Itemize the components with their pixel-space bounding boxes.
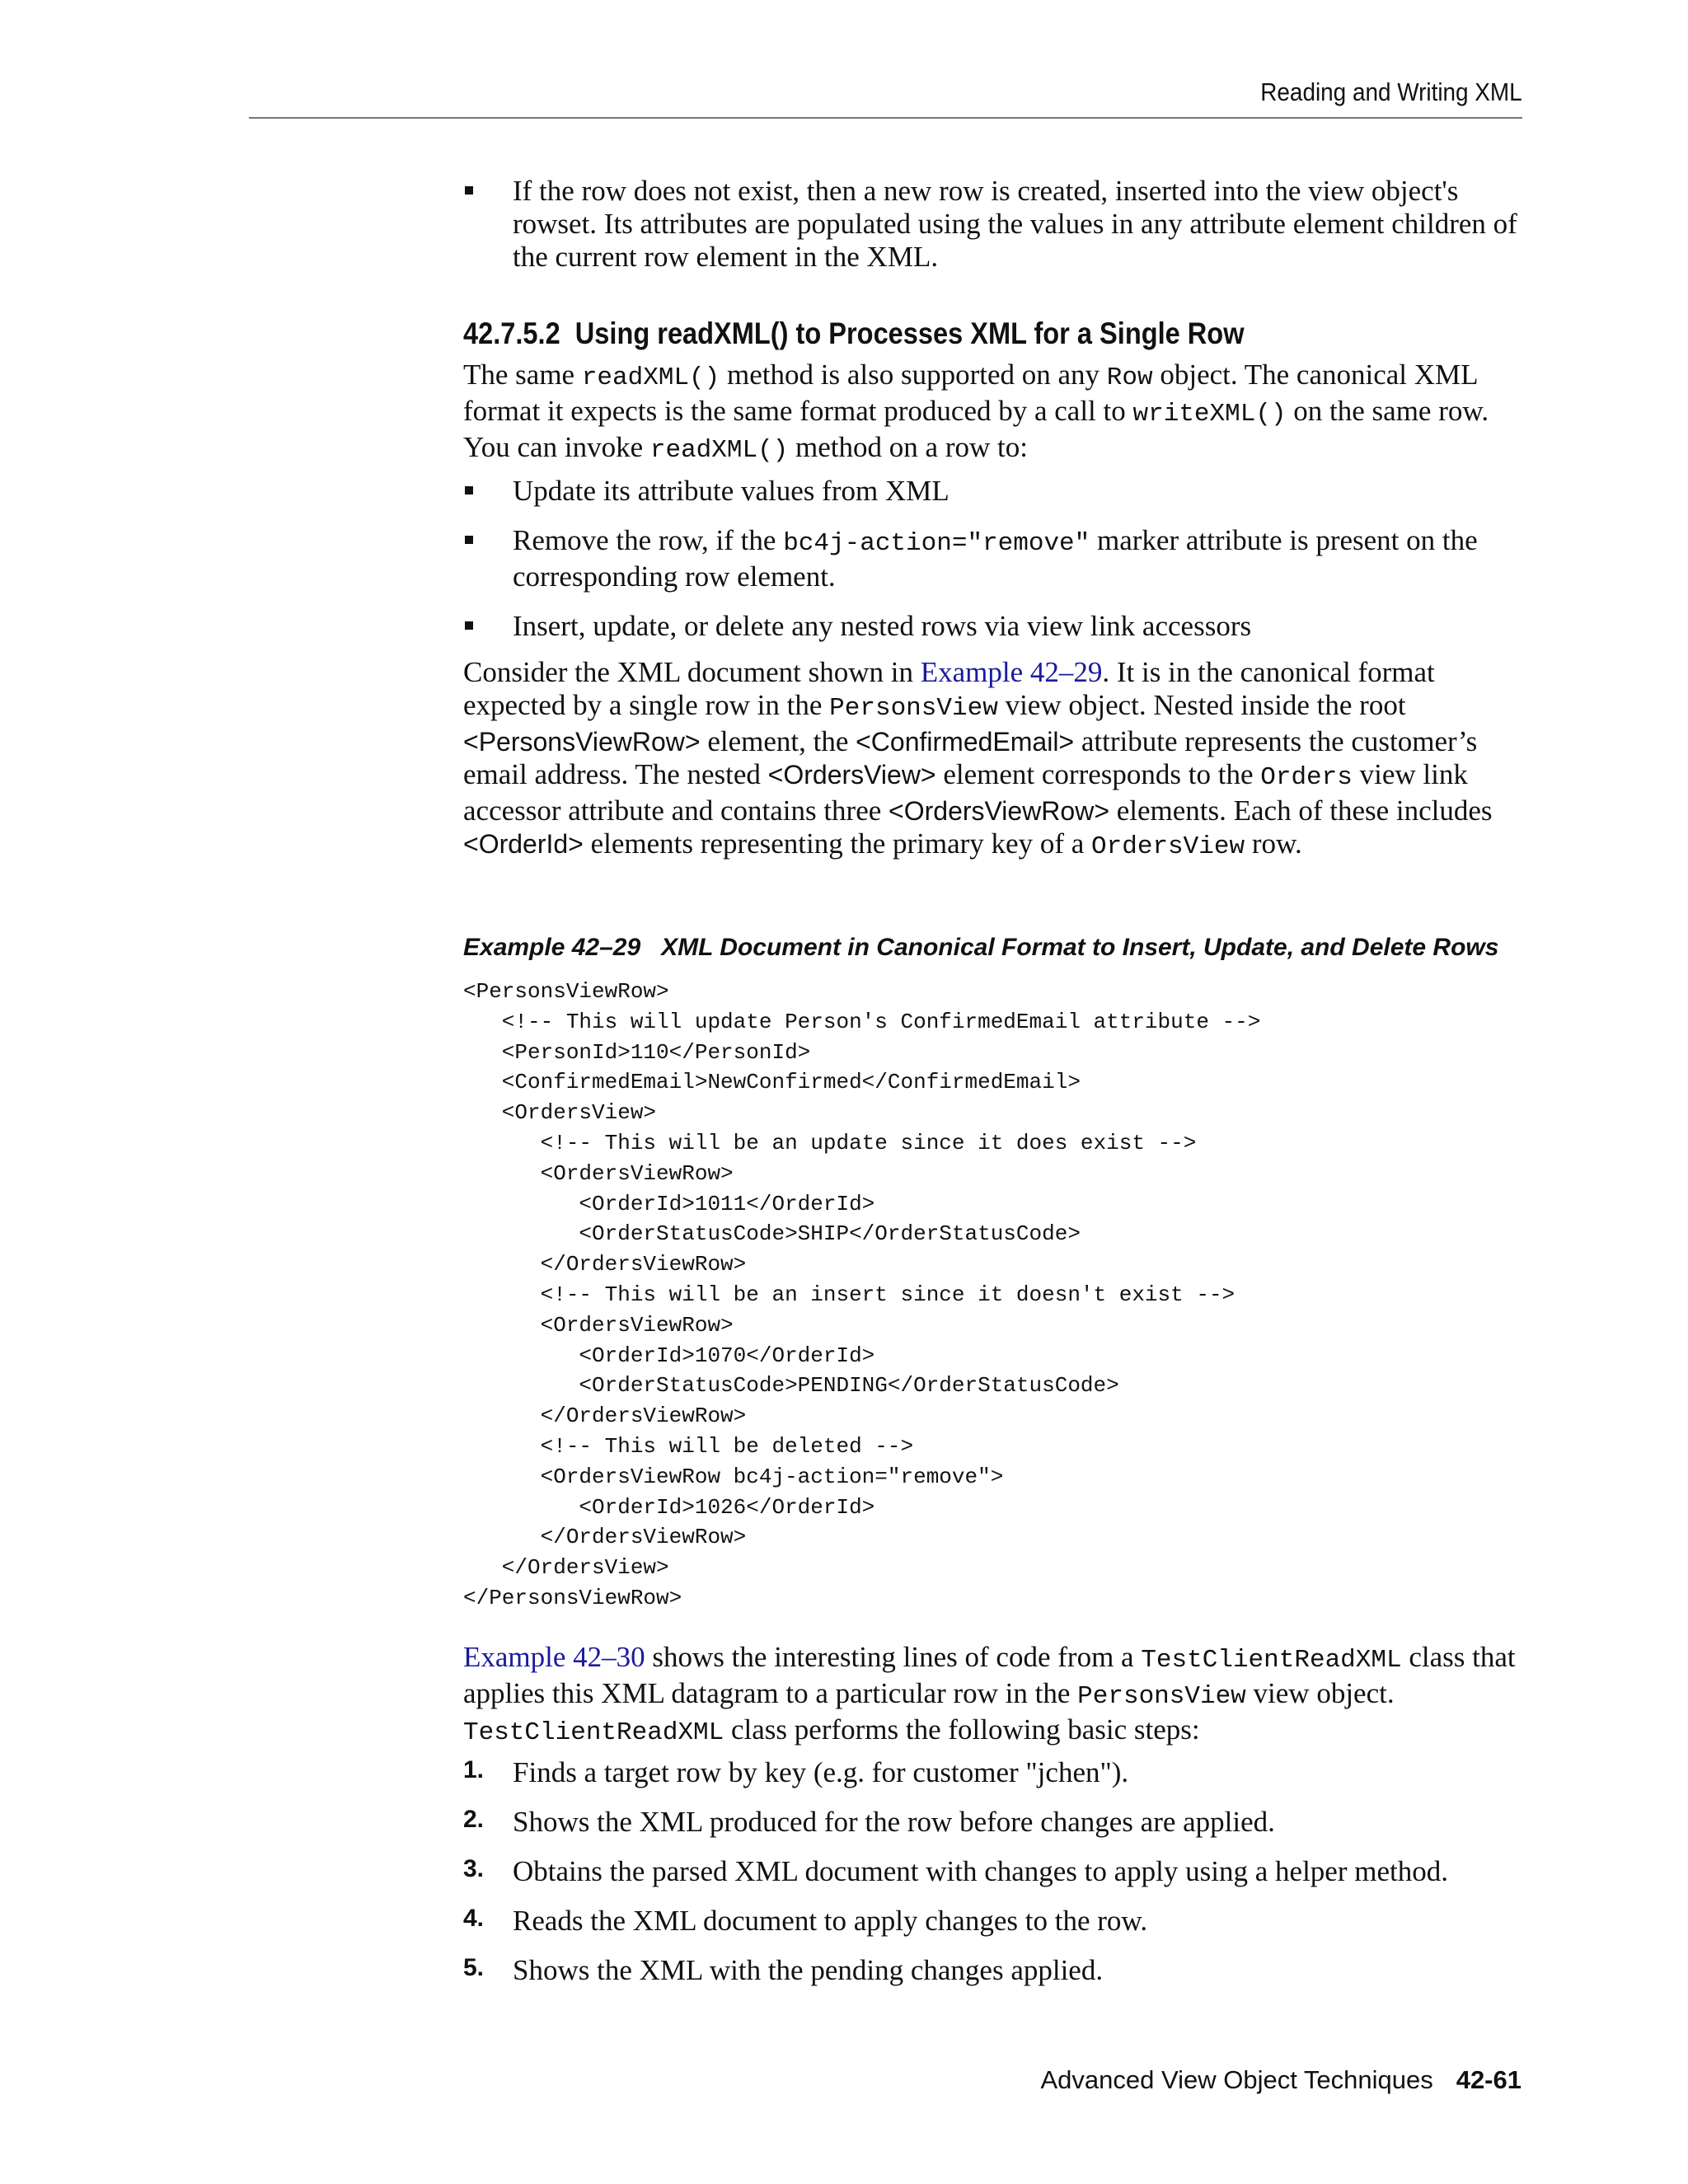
code-term: writeXML() [1132, 400, 1287, 429]
list-item [463, 1756, 1526, 1789]
page-number: 42-61 [1456, 2065, 1522, 2094]
code-term: TestClientReadXML [463, 1718, 724, 1747]
step-text: Obtains the parsed XML document with changes to apply using a helper method. [513, 1855, 1448, 1887]
code-block: <PersonsViewRow> <!-- This will update Person's ConfirmedEmail attribute --> <PersonId>110</PersonId> <ConfirmedEmail>NewConfirmed</ConfirmedEmail> <OrdersView> <!-- This will be an update since it does exist --> <OrdersViewRow> <OrderId>1011</OrderId> <OrderStatusCode>SHIP</OrderStatusCode> </OrdersViewRow> <!-- This will be an insert since it doesn't exist --> <OrdersViewRow> <OrderId>1070</OrderId> <OrderStatusCode>PENDING</OrderStatusCode> </OrdersViewRow> <!-- This will be deleted --> <OrdersViewRow bc4j-action="remove"> <OrderId>1026</OrderId> </OrdersViewRow> </OrdersView> </PersonsViewRow> [463, 979, 1261, 1610]
paragraph-2: Consider the XML document shown in Example 42–29. It is in the canonical format expected by a single row in the PersonsView view object. Nested inside the root <PersonsViewRow> element, the <ConfirmedEmail> attribute represents the customer’s email address. The nested <OrdersView> element corresponds to the Orders view link accessor attribute and contains three <OrdersViewRow> elements. Each of these includes <OrderId> elements representing the primary key of a OrdersView row. [463, 656, 1493, 861]
list-item [463, 1855, 1526, 1888]
example-title: XML Document in Canonical Format to Insert, Update, and Delete Rows [661, 934, 1499, 961]
step-number: 5. [463, 1954, 485, 1981]
page-header [249, 77, 1522, 119]
paragraph-1: The same readXML() method is also supported on any Row object. The canonical XML format it expects is the same format produced by a call to writeXML() on the same row. You can invoke readXML() method on a row to: [463, 359, 1489, 465]
code-term: readXML() [581, 363, 720, 392]
paragraph-3: Example 42–30 shows the interesting lines of code from a TestClientReadXML class that applies this XML datagram to a particular row in the PersonsView view object. TestClientReadXML class performs the following basic steps: [463, 1641, 1516, 1747]
code-term: bc4j-action="remove" [783, 529, 1090, 558]
code-term: Row [1106, 363, 1153, 392]
element-term: <OrdersView> [767, 760, 936, 790]
element-term: <OrderId> [463, 829, 584, 859]
section-heading [463, 316, 1526, 351]
step-number: 2. [463, 1806, 485, 1833]
example-link[interactable]: Example 42–29 [920, 656, 1103, 688]
list-item [463, 1806, 1526, 1839]
step-text: Finds a target row by key (e.g. for customer "jchen"). [513, 1756, 1129, 1788]
step-number: 3. [463, 1855, 485, 1882]
list-item [463, 175, 1526, 274]
step-number: 1. [463, 1756, 485, 1783]
bullet-icon [465, 536, 473, 544]
page-footer [1040, 2065, 1522, 2095]
bullet-icon [465, 486, 473, 494]
list-item [463, 1905, 1526, 1938]
code-term: PersonsView [829, 694, 998, 723]
step-text: Shows the XML with the pending changes applied. [513, 1954, 1104, 1986]
code-term: Orders [1260, 763, 1353, 792]
step-text: Shows the XML produced for the row before changes are applied. [513, 1806, 1275, 1838]
step-number: 4. [463, 1905, 485, 1932]
list-item [463, 1954, 1526, 1987]
action-bullet-list [463, 475, 1526, 643]
footer-chapter: Advanced View Object Techniques [1040, 2065, 1433, 2094]
example-link[interactable]: Example 42–30 [463, 1641, 645, 1673]
bullet-text: If the row does not exist, then a new row is created, inserted into the view object's rowset. Its attributes are populated using the values in any attribute element children of the current row element in the XML. [513, 175, 1517, 273]
section-title: Using readXML() to Processes XML for a Single Row [574, 316, 1245, 350]
code-term: OrdersView [1091, 832, 1245, 861]
list-item [463, 524, 1526, 593]
code-term: TestClientReadXML [1141, 1646, 1402, 1675]
element-term: <ConfirmedEmail> [856, 727, 1075, 757]
code-term: readXML() [649, 436, 789, 465]
element-term: <OrdersViewRow> [889, 796, 1109, 826]
code-example [463, 977, 1526, 1614]
bullet-icon [465, 186, 473, 194]
example-caption [463, 934, 1526, 962]
list-item [463, 610, 1526, 643]
steps-list [463, 1756, 1526, 1987]
list-item [463, 475, 1526, 508]
example-label: Example 42–29 [463, 934, 641, 961]
intro-bullet-list [463, 175, 1526, 274]
running-header-title: Reading and Writing XML [1260, 77, 1522, 106]
bullet-icon [465, 621, 473, 630]
code-term: PersonsView [1077, 1682, 1246, 1711]
bullet-text: Insert, update, or delete any nested rows via view link accessors [513, 610, 1252, 642]
bullet-text: Remove the row, if the bc4j-action="remove" marker attribute is present on the corresponding row element. [513, 524, 1478, 593]
step-text: Reads the XML document to apply changes to the row. [513, 1905, 1148, 1937]
section-number: 42.7.5.2 [463, 316, 560, 350]
element-term: <PersonsViewRow> [463, 727, 701, 757]
bullet-text: Update its attribute values from XML [513, 475, 950, 507]
